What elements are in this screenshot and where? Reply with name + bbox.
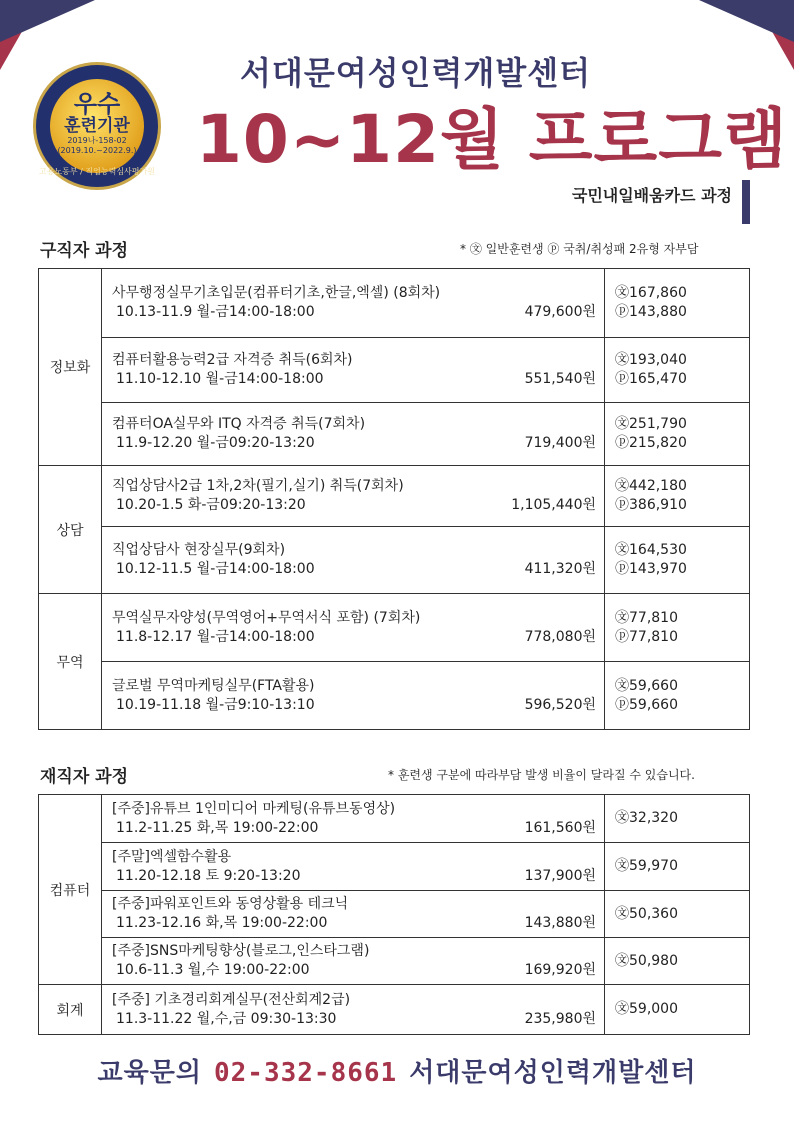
course-cell [102,662,605,730]
category-cell: 회계 [39,985,102,1035]
fee-p: ⓟ143,880 [615,304,687,320]
category-cell: 무역 [39,594,102,730]
course-name: 직업상담사 현장실무(9회차) [112,542,286,558]
fee-general: ㉆167,860 [615,285,687,301]
fee-general: ㉆32,320 [615,810,678,826]
course-price: 596,520원 [524,696,596,713]
course-cell [102,527,605,594]
category-cell: 정보화 [39,269,102,466]
job-seeker-title: 구직자 과정 [40,241,129,261]
course-cell [102,594,605,662]
course-name: [주중]SNS마케팅향상(블로그,인스타그램) [112,943,370,959]
course-price: 169,920원 [524,962,596,978]
course-name: [주중] 기초경리회계실무(전산회계2급) [112,991,351,1008]
fee-cell [605,843,750,891]
fee-general: ㉆59,660 [615,677,678,694]
course-cell [102,338,605,403]
fee-cell [605,338,750,403]
fee-cell [605,891,750,938]
fee-general: ㉆164,530 [615,542,687,558]
category-cell: 상담 [39,466,102,594]
job-seeker-note: * ㉆ 일반훈련생 ⓟ 국취/취성패 2유형 자부담 [460,242,699,256]
course-name: 컴퓨터OA실무와 ITQ 자격증 취득(7회차) [112,416,366,432]
course-price: 235,980원 [524,1010,596,1027]
fee-general: ㉆77,810 [615,609,678,626]
corner-decoration-left-dark [0,0,95,42]
fee-cell [605,466,750,527]
footer-org: 서대문여성인력개발센터 [409,1058,697,1088]
course-price: 137,900원 [524,867,596,884]
table-row [39,269,750,338]
course-cell [102,269,605,338]
course-price: 551,540원 [524,371,596,387]
seal-center [50,79,144,173]
course-name: 직업상담사2급 1차,2차(필기,실기) 취득(7회차) [112,478,404,494]
course-cell [102,403,605,466]
course-schedule: 10.12-11.5 월-금14:00-18:00 [116,561,315,577]
table-row [39,795,750,843]
course-cell [102,466,605,527]
course-name: 글로벌 무역마케팅실무(FTA활용) [112,677,315,694]
course-schedule: 11.23-12.16 화,목 19:00-22:00 [116,915,328,931]
job-seeker-table [38,268,750,730]
table-row [39,527,750,594]
fee-general: ㉆50,980 [615,952,678,969]
table-row [39,662,750,730]
course-name: [주중]파워포인트와 동영상활용 테크닉 [112,896,349,912]
course-name: [주중]유튜브 1인미디어 마케팅(유튜브동영상) [112,800,396,817]
fee-p: ⓟ77,810 [615,628,678,645]
course-schedule: 11.8-12.17 월-금14:00-18:00 [116,628,315,645]
table-row [39,843,750,891]
table-row [39,985,750,1035]
fee-cell [605,985,750,1035]
category-cell: 컴퓨터 [39,795,102,985]
fee-cell [605,403,750,466]
footer-phone: 02-332-8661 [214,1058,398,1088]
employed-table [38,794,750,1035]
corner-decoration-right-dark [699,0,794,42]
excellent-training-seal [33,62,161,190]
card-course-label: 국민내일배움카드 과정 [571,186,732,205]
course-schedule: 11.3-11.22 월,수,금 09:30-13:30 [116,1010,337,1027]
employed-title: 재직자 과정 [40,767,129,787]
course-price: 161,560원 [524,819,596,836]
course-name: 무역실무자양성(무역영어+무역서식 포함) (7회차) [112,609,421,626]
course-price: 479,600원 [524,304,596,320]
course-price: 143,880원 [524,915,596,931]
course-name: 컴퓨터활용능력2급 자격증 취득(6회차) [112,352,353,368]
fee-cell [605,795,750,843]
course-name: 사무행정실무기초입문(컴퓨터기초,한글,엑셀) (8회차) [112,285,441,301]
fee-p: ⓟ215,820 [615,435,687,451]
employed-note: * 훈련생 구분에 따라부담 발생 비율이 달라질 수 있습니다. [388,768,695,782]
course-schedule: 10.6-11.3 월,수 19:00-22:00 [116,962,310,978]
table-row [39,594,750,662]
course-name: [주말]엑셀함수활용 [112,848,232,865]
course-schedule: 11.9-12.20 월-금09:20-13:20 [116,435,315,451]
footer-contact [0,1052,794,1089]
fee-general: ㉆59,000 [615,1001,678,1017]
table-row [39,403,750,466]
course-schedule: 10.19-11.18 월-금9:10-13:10 [116,696,315,713]
seal-period: (2019.10.~2022.9.) [57,146,137,155]
course-cell [102,891,605,938]
fee-p: ⓟ165,470 [615,371,687,387]
fee-general: ㉆442,180 [615,478,687,494]
table-row [39,938,750,985]
program-headline: 10~12월 프로그램 [196,101,788,178]
course-price: 778,080원 [524,628,596,645]
fee-cell [605,527,750,594]
table-row [39,891,750,938]
seal-code: 2019나-158-02 [67,136,127,145]
seal-top-text: 우수 [73,90,121,118]
fee-cell [605,938,750,985]
course-schedule: 11.10-12.10 월-금14:00-18:00 [116,371,324,387]
course-schedule: 10.13-11.9 월-금14:00-18:00 [116,304,315,320]
fee-p: ⓟ143,970 [615,561,687,577]
course-price: 719,400원 [524,435,596,451]
course-schedule: 10.20-1.5 화-금09:20-13:20 [116,497,306,513]
fee-cell [605,269,750,338]
card-label-bar [742,180,750,224]
fee-general: ㉆193,040 [615,352,687,368]
footer-label: 교육문의 [97,1058,202,1088]
course-cell [102,795,605,843]
course-schedule: 11.2-11.25 화,목 19:00-22:00 [116,819,319,836]
fee-p: ⓟ386,910 [615,497,687,513]
course-cell [102,938,605,985]
fee-p: ⓟ59,660 [615,696,678,713]
fee-cell [605,594,750,662]
seal-ring-text: 고용노동부 / 직업능력심사평가원 [39,167,155,176]
course-cell [102,985,605,1035]
org-title: 서대문여성인력개발센터 [240,54,592,92]
course-price: 1,105,440원 [511,497,596,513]
course-cell [102,843,605,891]
fee-general: ㉆50,360 [615,905,678,922]
seal-main-text: 훈련기관 [64,116,130,136]
fee-general: ㉆251,790 [615,416,687,432]
fee-general: ㉆59,970 [615,858,678,874]
course-price: 411,320원 [524,561,596,577]
course-schedule: 11.20-12.18 토 9:20-13:20 [116,867,301,884]
table-row [39,466,750,527]
table-row [39,338,750,403]
fee-cell [605,662,750,730]
